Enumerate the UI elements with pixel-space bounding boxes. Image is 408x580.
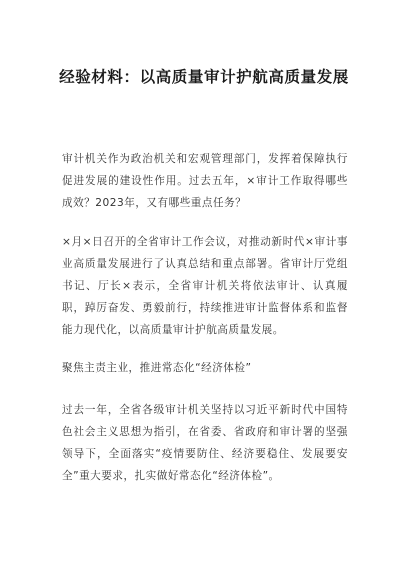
document-title: 经验材料：以高质量审计护航高质量发展 xyxy=(59,68,349,86)
section-heading: 聚焦主责主业，推进常态化“经济体检” xyxy=(62,362,252,374)
intro-paragraph: 审计机关作为政治机关和宏观管理部门，发挥着保障执行促进发展的建设性作用。过去五年，×审计工作取得哪些成效？2023年，又有哪些重点任务？ xyxy=(62,153,348,209)
meeting-paragraph: ×月×日召开的全省审计工作会议，对推动新时代×审计事业高质量发展进行了认真总结和重点部署。省审计厅党组书记、厅长×表示，全省审计机关将依法审计、认真履职，踔厉奋发、勇毅前行，持续推进审计监督体系和监督能力现代化，以高质量审计护航高质量发展。 xyxy=(62,236,348,336)
review-paragraph: 过去一年，全省各级审计机关坚持以习近平新时代中国特色社会主义思想为指引，在省委、省政府和审计署的坚强领导下，全面落实“疫情要防住、经济要稳住、发展要安全”重大要求，扎实做好常态化“经济体检”。 xyxy=(62,404,348,482)
